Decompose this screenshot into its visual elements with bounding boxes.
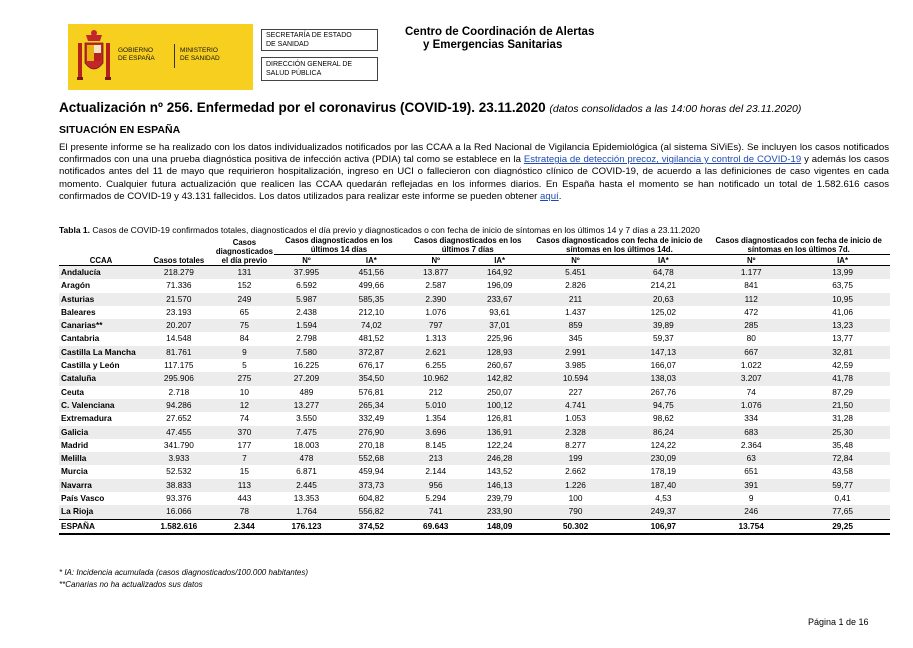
value-cell: 8.277 <box>565 439 586 450</box>
value-cell: 94,75 <box>619 399 707 412</box>
value-cell: 1.437 <box>565 306 586 317</box>
subheader-n: Nº <box>532 255 620 266</box>
value-cell: 585,35 <box>339 293 404 306</box>
value-cell: 41,78 <box>795 372 890 385</box>
value-cell: 52.532 <box>166 466 192 477</box>
value-cell: 113 <box>215 479 274 492</box>
ccaa-name-cell: Ceuta <box>61 386 85 397</box>
value-cell: 177 <box>237 439 252 450</box>
value-cell: 1.226 <box>532 479 620 492</box>
value-cell: 13.277 <box>274 399 339 412</box>
table-body <box>59 266 890 520</box>
value-cell: 178,19 <box>650 466 677 477</box>
value-cell: 9 <box>215 346 274 359</box>
ccaa-name-cell: Castilla La Mancha <box>59 346 143 359</box>
value-cell: 212 <box>428 386 443 397</box>
value-cell: 841 <box>744 280 759 291</box>
intro-text-2: y además los casos notificados antes del 11 de mayo que requirieron hospitalización, ingreso en UCI o fallecieron con diagnóstico clínico de COVID-19, de acuerdo a las definiciones de caso vigentes en cada momento. Cualquier futura actualización que realicen las CCAA quedarán reflejadas en los informes diarios. En España hasta el momento se han notificado un total de 1.582.616 casos confirmados de COVID-19 y 43.131 fallecidos. Los datos utilizados para realizar este informe se pueden obtener <box>59 154 889 202</box>
value-cell: 1.313 <box>425 333 447 344</box>
value-cell: 93.376 <box>166 493 192 504</box>
ccaa-name-cell: Melilla <box>59 452 143 465</box>
value-cell: 859 <box>532 319 620 332</box>
value-cell: 199 <box>532 452 620 465</box>
value-cell: 2.991 <box>532 346 620 359</box>
value-cell: 93,61 <box>489 306 511 317</box>
value-cell: 13.353 <box>293 493 320 504</box>
gov-line-2: DE ESPAÑA <box>118 55 155 62</box>
direccion-box <box>261 57 378 81</box>
value-cell: 124,22 <box>650 439 677 450</box>
value-cell: 143,52 <box>486 466 513 477</box>
value-cell: 7.580 <box>274 346 339 359</box>
value-cell: 233,90 <box>468 505 532 519</box>
value-cell: 576,81 <box>358 386 385 397</box>
value-cell: 1.594 <box>274 319 339 332</box>
value-cell: 481,52 <box>358 333 385 344</box>
value-cell: 5.294 <box>425 493 447 504</box>
ccaa-name-cell: C. Valenciana <box>59 399 143 412</box>
value-cell: 3.985 <box>565 360 586 371</box>
value-cell: 239,79 <box>486 493 513 504</box>
value-cell: 0,41 <box>834 493 851 504</box>
header-sint-7d: Casos diagnosticados con fecha de inicio de síntomas en los últimos 7d. <box>715 236 882 254</box>
value-cell: 213 <box>404 452 468 465</box>
value-cell: 7 <box>215 452 274 465</box>
value-cell: 86,24 <box>619 426 707 439</box>
value-cell: 166,07 <box>650 360 677 371</box>
total-value-cell: 50.302 <box>532 519 620 534</box>
intro-text-1: El presente informe se ha realizado con los datos individualizados notificados por las CCAA a la Red Nacional de Vigilancia Epidemiológica (al sistema SiViEs). Se incluyen los casos notificados confirmados con una una prueba diagnóstica positiva de infección activa (PDIA) tal como se establece en la <box>59 142 889 166</box>
subheader-n: Nº <box>707 255 795 266</box>
subheader-ia: IA* <box>468 255 532 266</box>
table-row <box>59 465 890 478</box>
value-cell: 285 <box>707 319 795 332</box>
document-header <box>68 24 888 92</box>
value-cell: 131 <box>215 266 274 280</box>
table-row <box>59 452 890 465</box>
ccaa-name-cell: Andalucía <box>59 266 143 280</box>
value-cell: 72,84 <box>795 452 890 465</box>
ministry-line-2: DE SANIDAD <box>180 55 220 62</box>
header-sint-14d: Casos diagnosticados con fecha de inicio de síntomas en los últimos 14d. <box>536 236 703 254</box>
value-cell: 20,63 <box>619 293 707 306</box>
value-cell: 39,89 <box>619 319 707 332</box>
ccaa-name-cell: Canarias** <box>59 319 143 332</box>
value-cell: 676,17 <box>358 360 385 371</box>
value-cell: 249,37 <box>619 505 707 519</box>
value-cell: 43,58 <box>832 466 853 477</box>
subheader-n: Nº <box>404 255 468 266</box>
value-cell: 341.790 <box>163 439 194 450</box>
value-cell: 451,56 <box>339 266 404 280</box>
ministry-label <box>180 47 220 63</box>
value-cell: 334 <box>744 413 759 424</box>
value-cell: 21.570 <box>143 293 215 306</box>
section-heading: SITUACIÓN EN ESPAÑA <box>59 124 181 136</box>
gov-line-1: GOBIERNO <box>118 47 154 54</box>
report-title <box>59 100 801 115</box>
value-cell: 275 <box>215 372 274 385</box>
value-cell: 18.003 <box>293 439 320 450</box>
value-cell: 3.696 <box>404 426 468 439</box>
footnote-ia: * IA: Incidencia acumulada (casos diagnosticados/100.000 habitantes) <box>59 568 309 577</box>
value-cell: 164,92 <box>468 266 532 280</box>
table-row <box>59 306 890 319</box>
subheader-ia: IA* <box>619 255 707 266</box>
value-cell: 790 <box>532 505 620 519</box>
value-cell: 1.354 <box>425 413 447 424</box>
value-cell: 797 <box>404 319 468 332</box>
value-cell: 74 <box>746 386 756 397</box>
table-row <box>59 332 890 345</box>
ccaa-name-cell: Navarra <box>59 479 143 492</box>
value-cell: 74 <box>239 413 250 424</box>
value-cell: 38.833 <box>143 479 215 492</box>
table-row <box>59 399 890 412</box>
value-cell: 138,03 <box>619 372 707 385</box>
value-cell: 16.225 <box>293 360 320 371</box>
ccaa-name-cell: La Rioja <box>59 505 143 519</box>
value-cell: 354,50 <box>339 372 404 385</box>
ccaa-name-cell: Murcia <box>61 466 88 477</box>
value-cell: 59,37 <box>652 333 674 344</box>
value-cell: 94.286 <box>143 399 215 412</box>
table-row <box>59 479 890 492</box>
value-cell: 87,29 <box>832 386 853 397</box>
value-cell: 146,13 <box>468 479 532 492</box>
value-cell: 267,76 <box>650 386 677 397</box>
value-cell: 373,73 <box>339 479 404 492</box>
direccion-line-1: DIRECCIÓN GENERAL DE <box>266 61 353 68</box>
value-cell: 472 <box>744 306 759 317</box>
value-cell: 14.548 <box>166 333 192 344</box>
total-label-cell: ESPAÑA <box>59 519 143 534</box>
value-cell: 10.962 <box>404 372 468 385</box>
value-cell: 12 <box>215 399 274 412</box>
value-cell: 2.826 <box>565 280 586 291</box>
value-cell: 142,82 <box>468 372 532 385</box>
value-cell: 651 <box>744 466 759 477</box>
value-cell: 25,30 <box>795 426 890 439</box>
total-value-cell: 69.643 <box>404 519 468 534</box>
value-cell: 2.144 <box>425 466 447 477</box>
government-label <box>118 47 155 63</box>
value-cell: 37.995 <box>274 266 339 280</box>
header-diag-7d: Casos diagnosticados en los últimos 7 días <box>413 236 522 254</box>
value-cell: 391 <box>707 479 795 492</box>
ccaa-name-cell: Asturias <box>59 293 143 306</box>
value-cell: 98,62 <box>652 413 674 424</box>
header-ccaa: CCAA <box>59 234 143 266</box>
value-cell: 63,75 <box>832 280 853 291</box>
value-cell: 9 <box>748 493 754 504</box>
value-cell: 78 <box>215 505 274 519</box>
value-cell: 152 <box>237 280 252 291</box>
value-cell: 265,34 <box>339 399 404 412</box>
value-cell: 556,82 <box>339 505 404 519</box>
value-cell: 604,82 <box>358 493 385 504</box>
total-value-cell: 13.754 <box>707 519 795 534</box>
table-row <box>59 279 890 292</box>
value-cell: 23.193 <box>166 306 192 317</box>
value-cell: 47.455 <box>143 426 215 439</box>
value-cell: 2.587 <box>425 280 447 291</box>
value-cell: 27.652 <box>166 413 192 424</box>
value-cell: 10,95 <box>795 293 890 306</box>
value-cell: 125,02 <box>650 306 677 317</box>
ccaes-title <box>405 26 594 52</box>
value-cell: 122,24 <box>486 439 513 450</box>
covid-cases-table <box>59 234 890 535</box>
table-row <box>59 505 890 519</box>
value-cell: 128,93 <box>468 346 532 359</box>
value-cell: 370 <box>215 426 274 439</box>
value-cell: 63 <box>707 452 795 465</box>
value-cell: 117.175 <box>164 360 194 371</box>
value-cell: 7.475 <box>274 426 339 439</box>
aqui-link[interactable]: aquí <box>540 190 559 202</box>
value-cell: 81.761 <box>143 346 215 359</box>
value-cell: 211 <box>532 293 620 306</box>
value-cell: 246,28 <box>468 452 532 465</box>
total-value-cell: 29,25 <box>795 519 890 534</box>
value-cell: 74,02 <box>339 319 404 332</box>
value-cell: 10.594 <box>532 372 620 385</box>
value-cell: 227 <box>568 386 583 397</box>
value-cell: 59,77 <box>795 479 890 492</box>
value-cell: 6.871 <box>296 466 317 477</box>
value-cell: 136,91 <box>468 426 532 439</box>
value-cell: 249 <box>215 293 274 306</box>
ccaa-name-cell: Extremadura <box>61 413 112 424</box>
value-cell: 84 <box>239 333 250 344</box>
table-row <box>59 359 890 372</box>
value-cell: 489 <box>299 386 314 397</box>
ccaa-name-cell: País Vasco <box>61 493 105 504</box>
value-cell: 552,68 <box>339 452 404 465</box>
value-cell: 2.328 <box>532 426 620 439</box>
value-cell: 5 <box>242 360 247 371</box>
value-cell: 2.798 <box>296 333 317 344</box>
total-value-cell: 2.344 <box>215 519 274 534</box>
value-cell: 13.877 <box>404 266 468 280</box>
value-cell: 112 <box>707 293 795 306</box>
table-row <box>59 372 890 385</box>
value-cell: 15 <box>239 466 250 477</box>
table-row <box>59 439 890 452</box>
table-row <box>59 266 890 280</box>
value-cell: 31,28 <box>832 413 853 424</box>
value-cell: 77,65 <box>795 505 890 519</box>
table-row <box>59 412 890 425</box>
value-cell: 1.177 <box>707 266 795 280</box>
value-cell: 478 <box>274 452 339 465</box>
subheader-ia: IA* <box>795 255 890 266</box>
ccaa-name-cell: Madrid <box>61 439 89 450</box>
value-cell: 41,06 <box>832 306 853 317</box>
value-cell: 5.010 <box>404 399 468 412</box>
secretaria-box <box>261 29 378 51</box>
logo-divider <box>174 44 175 68</box>
value-cell: 187,40 <box>619 479 707 492</box>
value-cell: 35,48 <box>832 439 853 450</box>
value-cell: 1.076 <box>425 306 447 317</box>
value-cell: 71.336 <box>166 280 192 291</box>
value-cell: 683 <box>707 426 795 439</box>
value-cell: 741 <box>404 505 468 519</box>
value-cell: 295.906 <box>143 372 215 385</box>
value-cell: 20.207 <box>143 319 215 332</box>
intro-paragraph <box>59 142 889 203</box>
footnote-canarias: **Canarias no ha actualizados sus datos <box>59 580 203 589</box>
value-cell: 13,99 <box>795 266 890 280</box>
value-cell: 260,67 <box>486 360 513 371</box>
page-number: Página 1 de 16 <box>808 617 869 627</box>
government-logo-block <box>68 24 253 90</box>
value-cell: 2.390 <box>404 293 468 306</box>
value-cell: 3.207 <box>707 372 795 385</box>
value-cell: 2.621 <box>404 346 468 359</box>
value-cell: 1.076 <box>707 399 795 412</box>
ministry-line-1: MINISTERIO <box>180 47 218 54</box>
value-cell: 499,66 <box>358 280 385 291</box>
value-cell: 13,23 <box>795 319 890 332</box>
subheader-ia: IA* <box>339 255 404 266</box>
value-cell: 214,21 <box>650 280 677 291</box>
value-cell: 8.145 <box>425 439 447 450</box>
report-title-main: Actualización nº 256. Enfermedad por el coronavirus (COVID-19). 23.11.2020 <box>59 100 546 115</box>
value-cell: 212,10 <box>358 306 385 317</box>
value-cell: 5.451 <box>532 266 620 280</box>
value-cell: 345 <box>568 333 583 344</box>
ccaa-name-cell: Cataluña <box>59 372 143 385</box>
value-cell: 4.741 <box>532 399 620 412</box>
value-cell: 667 <box>707 346 795 359</box>
value-cell: 3.550 <box>296 413 317 424</box>
table-row <box>59 319 890 332</box>
direccion-line-2: SALUD PÚBLICA <box>266 69 322 77</box>
secretaria-line-2: DE SANIDAD <box>266 40 309 48</box>
value-cell: 443 <box>237 493 252 504</box>
value-cell: 27.209 <box>274 372 339 385</box>
value-cell: 64,78 <box>619 266 707 280</box>
value-cell: 276,90 <box>339 426 404 439</box>
value-cell: 2.364 <box>740 439 762 450</box>
value-cell: 225,96 <box>486 333 513 344</box>
total-value-cell: 176.123 <box>274 519 339 534</box>
value-cell: 2.662 <box>565 466 586 477</box>
value-cell: 75 <box>215 319 274 332</box>
value-cell: 246 <box>707 505 795 519</box>
table-total-row <box>59 519 890 534</box>
value-cell: 4,53 <box>655 493 672 504</box>
value-cell: 6.592 <box>296 280 317 291</box>
value-cell: 196,09 <box>486 280 513 291</box>
value-cell: 2.718 <box>168 386 190 397</box>
value-cell: 2.445 <box>274 479 339 492</box>
header-dia-previo: Casos diagnosticados el día previo <box>215 234 274 266</box>
report-title-sub: (datos consolidados a las 14:00 horas del 23.11.2020) <box>549 103 802 115</box>
value-cell: 10 <box>239 386 250 397</box>
value-cell: 100,12 <box>468 399 532 412</box>
value-cell: 1.764 <box>274 505 339 519</box>
value-cell: 332,49 <box>358 413 385 424</box>
ccaes-line-1: Centro de Coordinación de Alertas <box>405 26 595 38</box>
ccaa-name-cell: Castilla y León <box>61 360 120 371</box>
value-cell: 1.053 <box>565 413 586 424</box>
value-cell: 100 <box>568 493 583 504</box>
subheader-n: Nº <box>274 255 339 266</box>
value-cell: 956 <box>404 479 468 492</box>
value-cell: 270,18 <box>358 439 385 450</box>
value-cell: 5.987 <box>274 293 339 306</box>
table-row <box>59 492 890 505</box>
value-cell: 233,67 <box>468 293 532 306</box>
value-cell: 250,07 <box>486 386 513 397</box>
value-cell: 230,09 <box>619 452 707 465</box>
value-cell: 37,01 <box>468 319 532 332</box>
total-value-cell: 148,09 <box>468 519 532 534</box>
table-caption-text: Casos de COVID-19 confirmados totales, diagnosticados el día previo y diagnosticados o con fecha de inicio de síntomas en los últimos 14 y 7 días a 23.11.2020 <box>92 225 700 235</box>
value-cell: 372,87 <box>339 346 404 359</box>
ccaa-name-cell: Galicia <box>59 426 143 439</box>
secretaria-line-1: SECRETARÍA DE ESTADO <box>266 32 352 39</box>
table-row <box>59 426 890 439</box>
table-row <box>59 293 890 306</box>
value-cell: 1.022 <box>740 360 762 371</box>
total-value-cell: 1.582.616 <box>143 519 215 534</box>
ccaa-name-cell: Cantabria <box>61 333 100 344</box>
value-cell: 16.066 <box>143 505 215 519</box>
value-cell: 218.279 <box>143 266 215 280</box>
ccaa-name-cell: Baleares <box>61 306 96 317</box>
estrategia-link[interactable]: Estrategia de detección precoz, vigilancia y control de COVID-19 <box>523 154 802 166</box>
value-cell: 2.438 <box>296 306 317 317</box>
value-cell: 13,77 <box>832 333 853 344</box>
value-cell: 21,50 <box>795 399 890 412</box>
table-row <box>59 386 890 399</box>
value-cell: 147,13 <box>619 346 707 359</box>
ccaa-name-cell: Aragón <box>61 280 91 291</box>
header-diag-14d: Casos diagnosticados en los últimos 14 días <box>285 236 393 254</box>
value-cell: 32,81 <box>795 346 890 359</box>
value-cell: 459,94 <box>358 466 385 477</box>
value-cell: 42,59 <box>832 360 853 371</box>
table-caption-label: Tabla 1. <box>59 225 91 235</box>
intro-text-3: . <box>558 190 562 202</box>
value-cell: 65 <box>239 306 250 317</box>
header-casos-totales: Casos totales <box>143 234 215 266</box>
coat-of-arms-icon <box>76 29 112 85</box>
value-cell: 3.933 <box>143 452 215 465</box>
value-cell: 126,81 <box>486 413 513 424</box>
ccaes-line-2: y Emergencias Sanitarias <box>423 39 563 51</box>
value-cell: 80 <box>746 333 756 344</box>
table-row <box>59 346 890 359</box>
total-value-cell: 374,52 <box>339 519 404 534</box>
total-value-cell: 106,97 <box>619 519 707 534</box>
value-cell: 6.255 <box>425 360 447 371</box>
